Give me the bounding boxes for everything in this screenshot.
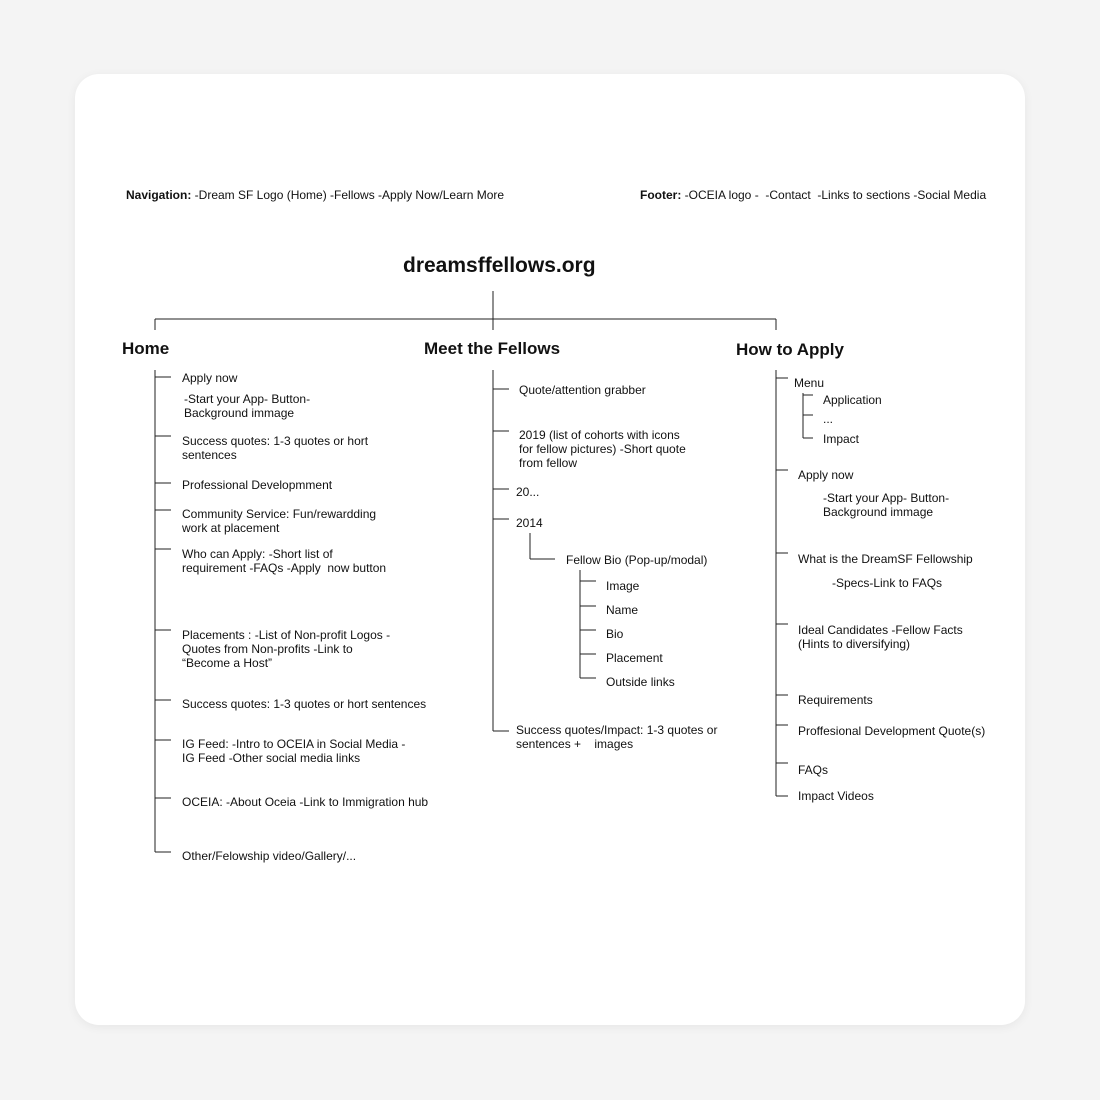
fellows-item: 2019 (list of cohorts with icons for fellow pictures) -Short quote from fellow (519, 428, 686, 470)
home-item: Placements : -List of Non-profit Logos - Quotes from Non-profits -Link to “Become a Host” (182, 628, 391, 670)
fellow-bio-field: Bio (606, 627, 624, 641)
fellow-bio-field: Name (606, 603, 639, 617)
fellow-bio-field: Outside links (606, 675, 675, 689)
fellow-bio-item: Fellow Bio (Pop-up/modal) (566, 553, 708, 567)
navigation-text: -Dream SF Logo (Home) -Fellows -Apply Now/Learn More (191, 188, 505, 202)
fellow-bio-field: Placement (606, 651, 663, 665)
fellows-item: Quote/attention grabber (519, 383, 646, 397)
home-item: Other/Felowship video/Gallery/... (182, 849, 357, 863)
home-item: Success quotes: 1-3 quotes or hort sentences (182, 434, 369, 462)
apply-title: How to Apply (736, 340, 844, 359)
home-item: Apply now (182, 371, 238, 385)
fellows-item: 2014 (516, 516, 543, 530)
footer-label: Footer: (640, 188, 682, 202)
apply-item: Apply now (798, 468, 854, 482)
navigation-label: Navigation: (126, 188, 192, 202)
fellow-bio-field: Image (606, 579, 640, 593)
home-item: -Start your App- Button- Background immage (184, 392, 311, 420)
footer-text: -OCEIA logo - -Contact -Links to sections -Social Media (681, 188, 987, 202)
fellows-title: Meet the Fellows (424, 339, 561, 358)
apply-item: Proffesional Development Quote(s) (798, 724, 986, 738)
apply-item: Ideal Candidates -Fellow Facts (Hints to diversifying) (798, 623, 963, 651)
navigation-note (126, 188, 504, 202)
home-item: IG Feed: -Intro to OCEIA in Social Media - IG Feed -Other social media links (182, 737, 406, 765)
apply-item: FAQs (798, 763, 829, 777)
home-item: Success quotes: 1-3 quotes or hort sentences (182, 697, 427, 711)
footer-note (640, 188, 986, 202)
apply-item: -Start your App- Button- Background immage (823, 491, 950, 519)
site-title: dreamsffellows.org (403, 254, 596, 277)
apply-item: -Specs-Link to FAQs (832, 576, 943, 590)
home-item: Who can Apply: -Short list of requirement -FAQs -Apply now button (182, 547, 387, 575)
apply-item: Impact Videos (798, 789, 874, 803)
home-item: OCEIA: -About Oceia -Link to Immigration hub (182, 795, 429, 809)
apply-item: Requirements (798, 693, 873, 707)
apply-menu-item: ... (823, 412, 834, 426)
apply-menu-item: Impact (823, 432, 860, 446)
home-item: Professional Developmment (182, 478, 333, 492)
fellows-item: Success quotes/Impact: 1-3 quotes or sentences + images (516, 723, 718, 751)
fellows-item: 20... (516, 485, 540, 499)
apply-item: Menu (794, 376, 825, 390)
apply-menu-item: Application (823, 393, 882, 407)
apply-item: What is the DreamSF Fellowship (798, 552, 973, 566)
home-title: Home (122, 339, 170, 358)
home-item: Community Service: Fun/rewardding work at placement (182, 507, 377, 535)
